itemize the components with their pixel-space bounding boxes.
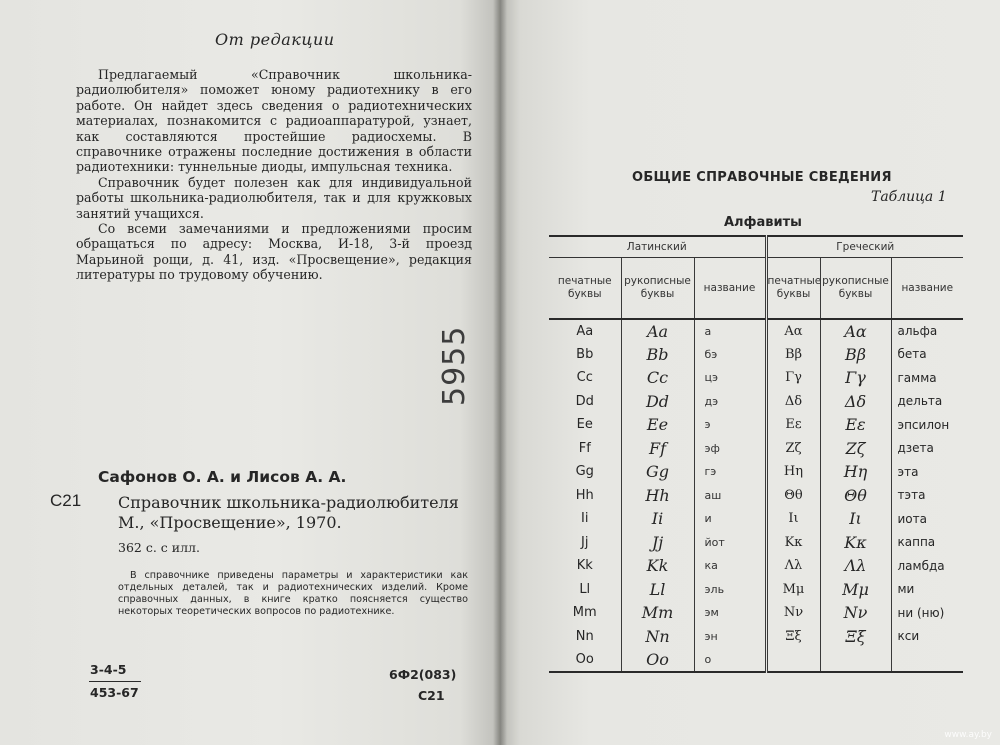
alphabet-table — [549, 235, 963, 673]
latin-name-cell: дэ — [694, 390, 766, 414]
table-row — [549, 413, 963, 437]
greek-handwritten-cell: Θθ — [820, 484, 891, 508]
table-bottom-rule — [549, 672, 963, 673]
latin-printed-cell: Ee — [576, 417, 593, 433]
latin-name-cell: эн — [694, 625, 766, 649]
latin-printed-cell: Ff — [578, 440, 591, 456]
greek-handwritten-cell: Ζζ — [820, 437, 891, 461]
latin-printed-cell: Dd — [575, 393, 594, 409]
latin-handwritten-cell: Aa — [621, 319, 694, 343]
greek-printed-cell: Νν — [766, 601, 820, 625]
index-divider — [89, 681, 141, 682]
latin-handwritten-cell: Bb — [621, 343, 694, 367]
greek-name-cell: ламбда — [891, 554, 963, 578]
table-row — [549, 648, 963, 672]
alphabet-table-body — [549, 319, 963, 672]
latin-name-cell: йот — [694, 531, 766, 555]
latin-printed-cell: Jj — [581, 534, 589, 550]
table-row — [549, 601, 963, 625]
latin-handwritten-cell: Jj — [621, 531, 694, 555]
latin-handwritten-cell: Ff — [621, 437, 694, 461]
latin-printed-cell: Gg — [575, 464, 594, 480]
table-row — [549, 531, 963, 555]
latin-handwritten-cell: Nn — [621, 625, 694, 649]
table-row — [549, 507, 963, 531]
latin-printed-cell: Bb — [576, 346, 594, 362]
latin-name-cell: бэ — [694, 343, 766, 367]
index-top: 3-4-5 — [90, 662, 127, 677]
greek-handwritten-cell: Γγ — [820, 366, 891, 390]
handwritten-stamp-number: 5955 — [437, 325, 472, 406]
latin-name-cell: гэ — [694, 460, 766, 484]
greek-handwritten-cell: Αα — [820, 319, 891, 343]
editorial-paragraph: Со всеми замечаниями и предложениями просим обращаться по адресу: Москва, И-18, 3-й проезд Марьиной рощи, д. 41, изд. «Просвещение», редакция литературы по трудовому обучению. — [76, 221, 472, 283]
greek-printed-cell — [766, 648, 820, 672]
greek-name-cell: эпсилон — [891, 413, 963, 437]
editorial-heading: От редакции — [215, 30, 335, 49]
table-row — [549, 343, 963, 367]
table-row — [549, 460, 963, 484]
latin-printed-cell: Nn — [575, 628, 594, 644]
greek-handwritten-cell: Μμ — [820, 578, 891, 602]
latin-printed-cell: Cc — [576, 370, 593, 386]
greek-name-cell: каппа — [891, 531, 963, 555]
col-header-latin-name: название — [694, 257, 766, 319]
table-row — [549, 554, 963, 578]
latin-handwritten-cell: Ll — [621, 578, 694, 602]
index-bottom: 453-67 — [90, 685, 139, 700]
greek-printed-cell: Ιι — [766, 507, 820, 531]
greek-name-cell — [891, 648, 963, 672]
greek-name-cell: дельта — [891, 390, 963, 414]
latin-handwritten-cell: Hh — [621, 484, 694, 508]
latin-handwritten-cell: Dd — [621, 390, 694, 414]
greek-printed-cell: Δδ — [766, 390, 820, 414]
latin-handwritten-cell: Cc — [621, 366, 694, 390]
greek-printed-cell: Εε — [766, 413, 820, 437]
catalog-publisher: М., «Просвещение», 1970. — [118, 513, 342, 532]
col-header-latin-handwritten: рукописные буквы — [621, 257, 694, 319]
editorial-paragraph: Предлагаемый «Справочник школьника-радиолюбителя» поможет юному радиотехнику в его работе. Он найдет здесь сведения о радиотехнических материалах, познакомится с радиоаппаратурой, узнает, как составляются простейшие радиосхемы. В справочнике отражены последние достижения в области радиотехники: туннельные диоды, импульсная техника. — [76, 67, 472, 175]
catalog-title: Справочник школьника-радиолюбителя — [118, 493, 459, 512]
latin-name-cell: а — [694, 319, 766, 343]
greek-name-cell: бета — [891, 343, 963, 367]
greek-name-cell: кси — [891, 625, 963, 649]
latin-name-cell: и — [694, 507, 766, 531]
latin-printed-cell: Hh — [575, 487, 594, 503]
greek-printed-cell: Κκ — [766, 531, 820, 555]
section-heading: ОБЩИЕ СПРАВОЧНЫЕ СВЕДЕНИЯ — [632, 170, 892, 185]
table-row — [549, 625, 963, 649]
col-header-greek-handwritten: рукописные буквы — [820, 257, 891, 319]
greek-handwritten-cell — [820, 648, 891, 672]
catalog-authors: Сафонов О. А. и Лисов А. А. — [98, 468, 347, 486]
latin-name-cell: эф — [694, 437, 766, 461]
latin-handwritten-cell: Oo — [621, 648, 694, 672]
greek-printed-cell: Θθ — [766, 484, 820, 508]
latin-printed-cell: Kk — [576, 558, 593, 574]
latin-printed-cell: Ii — [581, 511, 589, 527]
latin-handwritten-cell: Kk — [621, 554, 694, 578]
latin-printed-cell: Aa — [576, 323, 594, 339]
greek-handwritten-cell: Ξξ — [820, 625, 891, 649]
greek-name-cell: гамма — [891, 366, 963, 390]
greek-handwritten-cell: Δδ — [820, 390, 891, 414]
table-row — [549, 366, 963, 390]
greek-name-cell: альфа — [891, 319, 963, 343]
latin-name-cell: цэ — [694, 366, 766, 390]
latin-group-header: Латинский — [549, 236, 766, 257]
table-row — [549, 390, 963, 414]
table-number: Таблица 1 — [871, 189, 947, 205]
greek-handwritten-cell: Νν — [820, 601, 891, 625]
greek-name-cell: дзета — [891, 437, 963, 461]
greek-printed-cell: Γγ — [766, 366, 820, 390]
latin-name-cell: э — [694, 413, 766, 437]
greek-printed-cell: Ββ — [766, 343, 820, 367]
latin-handwritten-cell: Gg — [621, 460, 694, 484]
latin-name-cell: аш — [694, 484, 766, 508]
greek-printed-cell: Αα — [766, 319, 820, 343]
greek-handwritten-cell: Ηη — [820, 460, 891, 484]
greek-name-cell: тэта — [891, 484, 963, 508]
latin-handwritten-cell: Ee — [621, 413, 694, 437]
latin-name-cell: эм — [694, 601, 766, 625]
latin-printed-cell: Oo — [575, 651, 594, 667]
catalog-pages: 362 с. с илл. — [118, 540, 200, 555]
greek-name-cell: ни (ню) — [891, 601, 963, 625]
greek-name-cell: ми — [891, 578, 963, 602]
greek-printed-cell: Ξξ — [766, 625, 820, 649]
table-row — [549, 484, 963, 508]
greek-printed-cell: Ζζ — [766, 437, 820, 461]
greek-printed-cell: Λλ — [766, 554, 820, 578]
greek-group-header: Греческий — [766, 236, 963, 257]
col-header-greek-name: название — [891, 257, 963, 319]
latin-handwritten-cell: Mm — [621, 601, 694, 625]
watermark: www.ay.by — [944, 730, 992, 740]
table-row — [549, 437, 963, 461]
latin-handwritten-cell: Ii — [621, 507, 694, 531]
greek-name-cell: иота — [891, 507, 963, 531]
col-header-greek-printed: печатные буквы — [766, 257, 820, 319]
latin-name-cell: ка — [694, 554, 766, 578]
latin-name-cell: о — [694, 648, 766, 672]
col-header-latin-printed: печатные буквы — [549, 257, 621, 319]
book-gutter — [493, 0, 507, 745]
catalog-code: С21 — [50, 491, 82, 510]
editorial-body — [76, 67, 472, 283]
table-row — [549, 578, 963, 602]
greek-name-cell: эта — [891, 460, 963, 484]
greek-handwritten-cell: Εε — [820, 413, 891, 437]
greek-printed-cell: Ηη — [766, 460, 820, 484]
table-row — [549, 319, 963, 343]
greek-handwritten-cell: Ββ — [820, 343, 891, 367]
editorial-paragraph: Справочник будет полезен как для индивидуальной работы школьника-радиолюбителя, так и для кружковых занятий учащихся. — [76, 174, 472, 221]
table-title: Алфавиты — [724, 215, 802, 230]
greek-handwritten-cell: Κκ — [820, 531, 891, 555]
latin-printed-cell: Ll — [579, 581, 591, 597]
greek-handwritten-cell: Λλ — [820, 554, 891, 578]
greek-printed-cell: Μμ — [766, 578, 820, 602]
classification-top: 6Ф2(083) — [389, 667, 457, 682]
catalog-abstract: В справочнике приведены параметры и характеристики как отдельных деталей, так и радиотехнических изделий. Кроме справочных данных, в книге кратко поясняется существо некоторых теоретических вопросов по радиотехнике. — [118, 570, 468, 617]
latin-printed-cell: Mm — [572, 605, 597, 621]
latin-name-cell: эль — [694, 578, 766, 602]
classification-bottom: С21 — [418, 688, 445, 703]
greek-handwritten-cell: Ιι — [820, 507, 891, 531]
